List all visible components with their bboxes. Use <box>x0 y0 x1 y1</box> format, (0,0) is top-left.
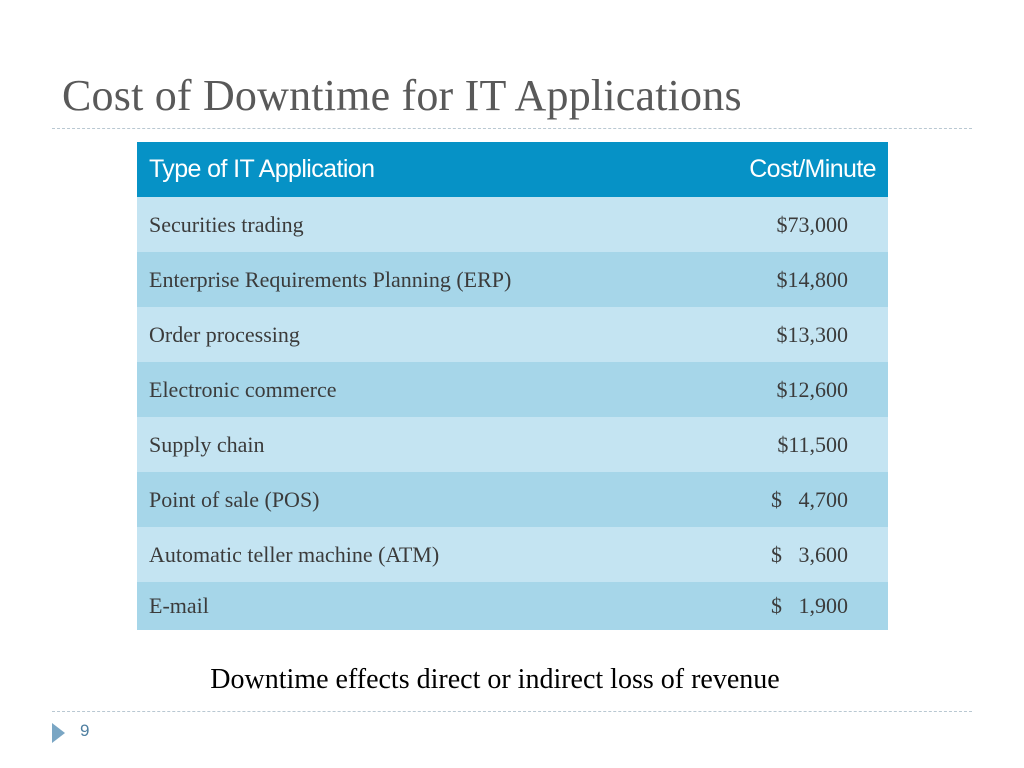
table-header-row <box>137 142 888 197</box>
cell-application: Automatic teller machine (ATM) <box>137 527 708 582</box>
cell-cost-per-minute: $12,600 <box>708 362 888 417</box>
table-row <box>137 417 888 472</box>
cell-cost-per-minute: $11,500 <box>708 417 888 472</box>
cell-cost-per-minute: $14,800 <box>708 252 888 307</box>
page-number: 9 <box>80 721 90 740</box>
column-header-cost: Cost/Minute <box>708 142 888 197</box>
cell-application: Supply chain <box>137 417 708 472</box>
cell-cost-per-minute: $ 1,900 <box>708 582 888 630</box>
table-row <box>137 252 888 307</box>
cell-application: Point of sale (POS) <box>137 472 708 527</box>
cell-cost-per-minute: $ 3,600 <box>708 527 888 582</box>
cell-cost-per-minute: $73,000 <box>708 197 888 252</box>
cell-application: Enterprise Requirements Planning (ERP) <box>137 252 708 307</box>
table-row <box>137 527 888 582</box>
table-row <box>137 582 888 630</box>
cell-application: Securities trading <box>137 197 708 252</box>
cell-application: E-mail <box>137 582 708 630</box>
cell-application: Order processing <box>137 307 708 362</box>
slide-title: Cost of Downtime for IT Applications <box>62 71 742 120</box>
slide-caption: Downtime effects direct or indirect loss of revenue <box>210 664 780 695</box>
triangle-bullet-icon <box>52 723 65 743</box>
footer-divider <box>52 711 972 712</box>
table-row <box>137 197 888 252</box>
cell-cost-per-minute: $13,300 <box>708 307 888 362</box>
table-row <box>137 472 888 527</box>
table-row <box>137 307 888 362</box>
cell-application: Electronic commerce <box>137 362 708 417</box>
table-row <box>137 362 888 417</box>
cell-cost-per-minute: $ 4,700 <box>708 472 888 527</box>
title-divider <box>52 128 972 129</box>
column-header-application: Type of IT Application <box>137 142 708 197</box>
downtime-cost-table <box>137 142 888 630</box>
